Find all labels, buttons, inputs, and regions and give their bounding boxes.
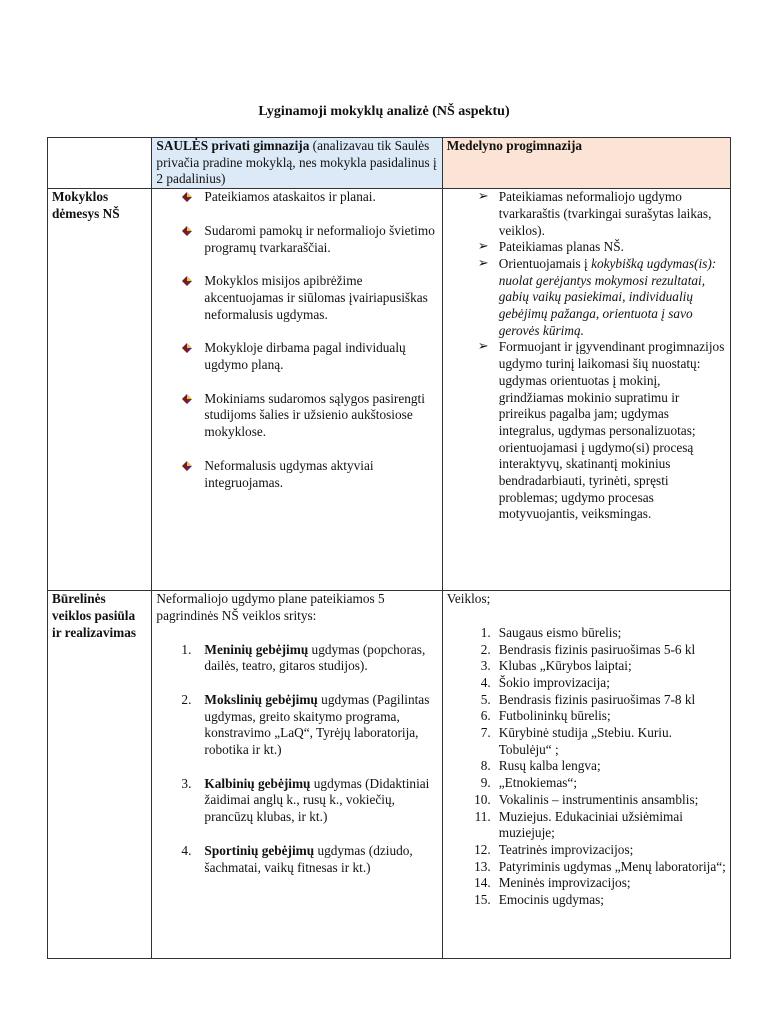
list-item xyxy=(447,892,726,909)
area-name: Meninių gebėjimų xyxy=(204,641,309,657)
activity-text: Šokio improvizacija; xyxy=(498,674,610,690)
area-name: Mokslinių gebėjimų xyxy=(204,691,318,707)
list-item xyxy=(447,792,726,809)
list-item xyxy=(447,875,726,892)
header-medelyno-name: Medelyno progimnazija xyxy=(446,138,583,153)
arrow-bullet-icon: ➢ xyxy=(477,339,489,355)
list-item xyxy=(447,809,726,842)
list-item xyxy=(156,776,437,826)
activity-text: Klubas „Kūrybos laiptai; xyxy=(498,658,632,674)
list-item: Mokyklos misijos apibrėžime akcentuojamas ir siūlomas įvairiapusiškas neformalusis ugdymas. xyxy=(204,273,437,323)
list-item xyxy=(156,843,437,876)
item-number: 2. xyxy=(480,641,491,657)
list-item xyxy=(447,675,726,692)
medelyno-activities-intro: Veiklos; xyxy=(446,591,491,607)
list-item: Mokykloje dirbama pagal individualų ugdymo planą. xyxy=(204,340,437,373)
list-item xyxy=(447,725,726,758)
area-description: ugdymas (Pagilintas ugdymas, greito skaitymo programa, konstravimo „LaQ“, Tyrėjų laboratorija, robotika ir kt.) xyxy=(204,691,430,758)
row-label-focus: Mokyklos dėmesys NŠ xyxy=(48,189,152,591)
item-number: 10. xyxy=(474,791,491,807)
header-medelyno-cell xyxy=(442,138,730,189)
diamond-bullet-icon xyxy=(182,192,192,202)
item-number: 4. xyxy=(480,674,491,690)
arrow-bullet-icon: ➢ xyxy=(477,255,489,271)
diamond-bullet-icon xyxy=(182,276,192,286)
list-item: Sudaromi pamokų ir neformaliojo švietimo programų tvarkaraščiai. xyxy=(204,223,437,256)
list-item: Mokiniams sudaromos sąlygos pasirengti studijoms šalies ir užsienio aukštosiose mokyklose. xyxy=(204,391,437,441)
item-number: 12. xyxy=(474,841,491,857)
item-number: 11. xyxy=(474,808,491,824)
header-saules-name: SAULĖS privati gimnazija xyxy=(156,138,310,153)
header-empty-cell xyxy=(48,138,152,189)
area-description: ugdymas (popchoras, dailės, teatro, gitaros studijos). xyxy=(204,641,426,674)
item-number: 3. xyxy=(181,775,192,791)
list-item: ➢ Pateikiamas neformaliojo ugdymo tvarkaraštis (tvarkingai surašytas laikas, veiklos). xyxy=(477,189,712,238)
list-item xyxy=(156,642,437,675)
diamond-bullet-icon xyxy=(182,394,192,404)
activity-text: Emocinis ugdymas; xyxy=(498,892,604,908)
item-number: 4. xyxy=(181,842,192,858)
saules-areas-list xyxy=(156,642,437,877)
comparison-table xyxy=(47,137,731,959)
item-number: 13. xyxy=(474,858,491,874)
table-row-focus xyxy=(48,189,731,591)
list-item: ➢ Formuojant ir įgyvendinant progimnazijos ugdymo turinį laikomasi šių nuostatų: ugdymas orientuotas į mokinį, grindžiamas mokinio supratimu ir prireikus pagalba jam; ugdymas integralus, ugdymas personalizuotas; orientuojamasi į ugdymo(si) procesą interaktyvų, skatinantį mokinius bendradarbiauti, tyrinėti, spręsti problemas; ugdymo procesas motyvuojantis, veiksmingas. xyxy=(477,339,725,522)
activity-text: Futbolininkų būrelis; xyxy=(498,708,611,724)
list-item xyxy=(447,692,726,709)
item-number: 14. xyxy=(474,875,491,891)
list-item xyxy=(156,692,437,759)
item-number: 5. xyxy=(480,691,491,707)
activity-text: Bendrasis fizinis pasiruošimas 7-8 kl xyxy=(498,691,696,707)
item-number: 1. xyxy=(181,641,192,657)
list-item xyxy=(447,708,726,725)
saules-activities-cell xyxy=(152,591,442,959)
arrow-bullet-icon: ➢ xyxy=(477,189,489,205)
medelyno-focus-list xyxy=(447,189,726,523)
medelyno-activities-cell xyxy=(442,591,730,959)
table-header-row xyxy=(48,138,731,189)
activity-text: „Etnokiemas“; xyxy=(498,775,578,791)
list-item xyxy=(447,625,726,642)
item-number: 15. xyxy=(474,892,491,908)
item-number: 3. xyxy=(480,658,491,674)
diamond-bullet-icon xyxy=(182,226,192,236)
activity-text: Muziejus. Edukaciniai užsiėmimai muziejuje; xyxy=(498,808,683,841)
item-number: 6. xyxy=(480,708,491,724)
list-item: ➢ Orientuojamais į kokybišką ugdymas(is): nuolat gerėjantys mokymosi rezultatai, gabių vaikų pasiekimai, individualių gebėjimų pažanga, orientuota į savo gerovės kūrimą. xyxy=(477,255,717,338)
area-description: ugdymas (Didaktiniai žaidimai anglų k., rusų k., vokiečių, prancūzų klubas, ir kt.) xyxy=(204,775,430,825)
item-number: 9. xyxy=(480,775,491,791)
list-item xyxy=(447,859,726,876)
list-item xyxy=(447,758,726,775)
saules-activities-intro: Neformaliojo ugdymo plane pateikiamos 5 pagrindinės NŠ veiklos sritys: xyxy=(156,591,385,623)
list-item: Pateikiamos ataskaitos ir planai. xyxy=(204,189,437,206)
activity-text: Patyriminis ugdymas „Menų laboratorija“; xyxy=(498,858,726,874)
list-item xyxy=(447,642,726,659)
row-label-activities: Būrelinės veiklos pasiūla ir realizavimas xyxy=(48,591,152,959)
item-number: 2. xyxy=(181,691,192,707)
arrow-bullet-icon: ➢ xyxy=(477,239,489,255)
list-item xyxy=(447,658,726,675)
activity-text: Meninės improvizacijos; xyxy=(498,875,631,891)
item-number: 7. xyxy=(480,725,491,741)
medelyno-activities-list xyxy=(447,625,726,909)
header-saules-cell xyxy=(152,138,442,189)
item-number: 8. xyxy=(480,758,491,774)
saules-focus-list xyxy=(156,189,437,491)
document-title: Lyginamoji mokyklų analizė (NŠ aspektu) xyxy=(258,104,510,119)
header-saules-note: (analizavau tik Saulės privačia pradine mokyklą, nes mokykla pasidalinus į 2 padalinius) xyxy=(156,138,437,187)
activity-text: Saugaus eismo būrelis; xyxy=(498,624,622,640)
list-item: ➢ Pateikiamas planas NŠ. xyxy=(477,239,624,255)
area-description: ugdymas (dziudo, šachmatai, vaikų fitnesas ir kt.) xyxy=(204,842,413,875)
activity-text: Bendrasis fizinis pasiruošimas 5-6 kl xyxy=(498,641,696,657)
table-row-activities xyxy=(48,591,731,959)
diamond-bullet-icon xyxy=(182,343,192,353)
area-name: Sportinių gebėjimų xyxy=(204,842,315,858)
activity-text: Vokalinis – instrumentinis ansamblis; xyxy=(498,791,699,807)
list-item xyxy=(447,775,726,792)
saules-focus-cell xyxy=(152,189,442,591)
list-item xyxy=(447,842,726,859)
list-item: Neformalusis ugdymas aktyviai integruojamas. xyxy=(204,458,437,491)
activity-text: Kūrybinė studija „Stebiu. Kuriu. Tobulėju“ ; xyxy=(498,725,672,757)
diamond-bullet-icon xyxy=(182,461,192,471)
medelyno-focus-cell xyxy=(442,189,730,591)
area-name: Kalbinių gebėjimų xyxy=(204,775,311,791)
activity-text: Teatrinės improvizacijos; xyxy=(498,841,634,857)
activity-text: Rusų kalba lengva; xyxy=(498,758,601,774)
item-number: 1. xyxy=(480,624,491,640)
